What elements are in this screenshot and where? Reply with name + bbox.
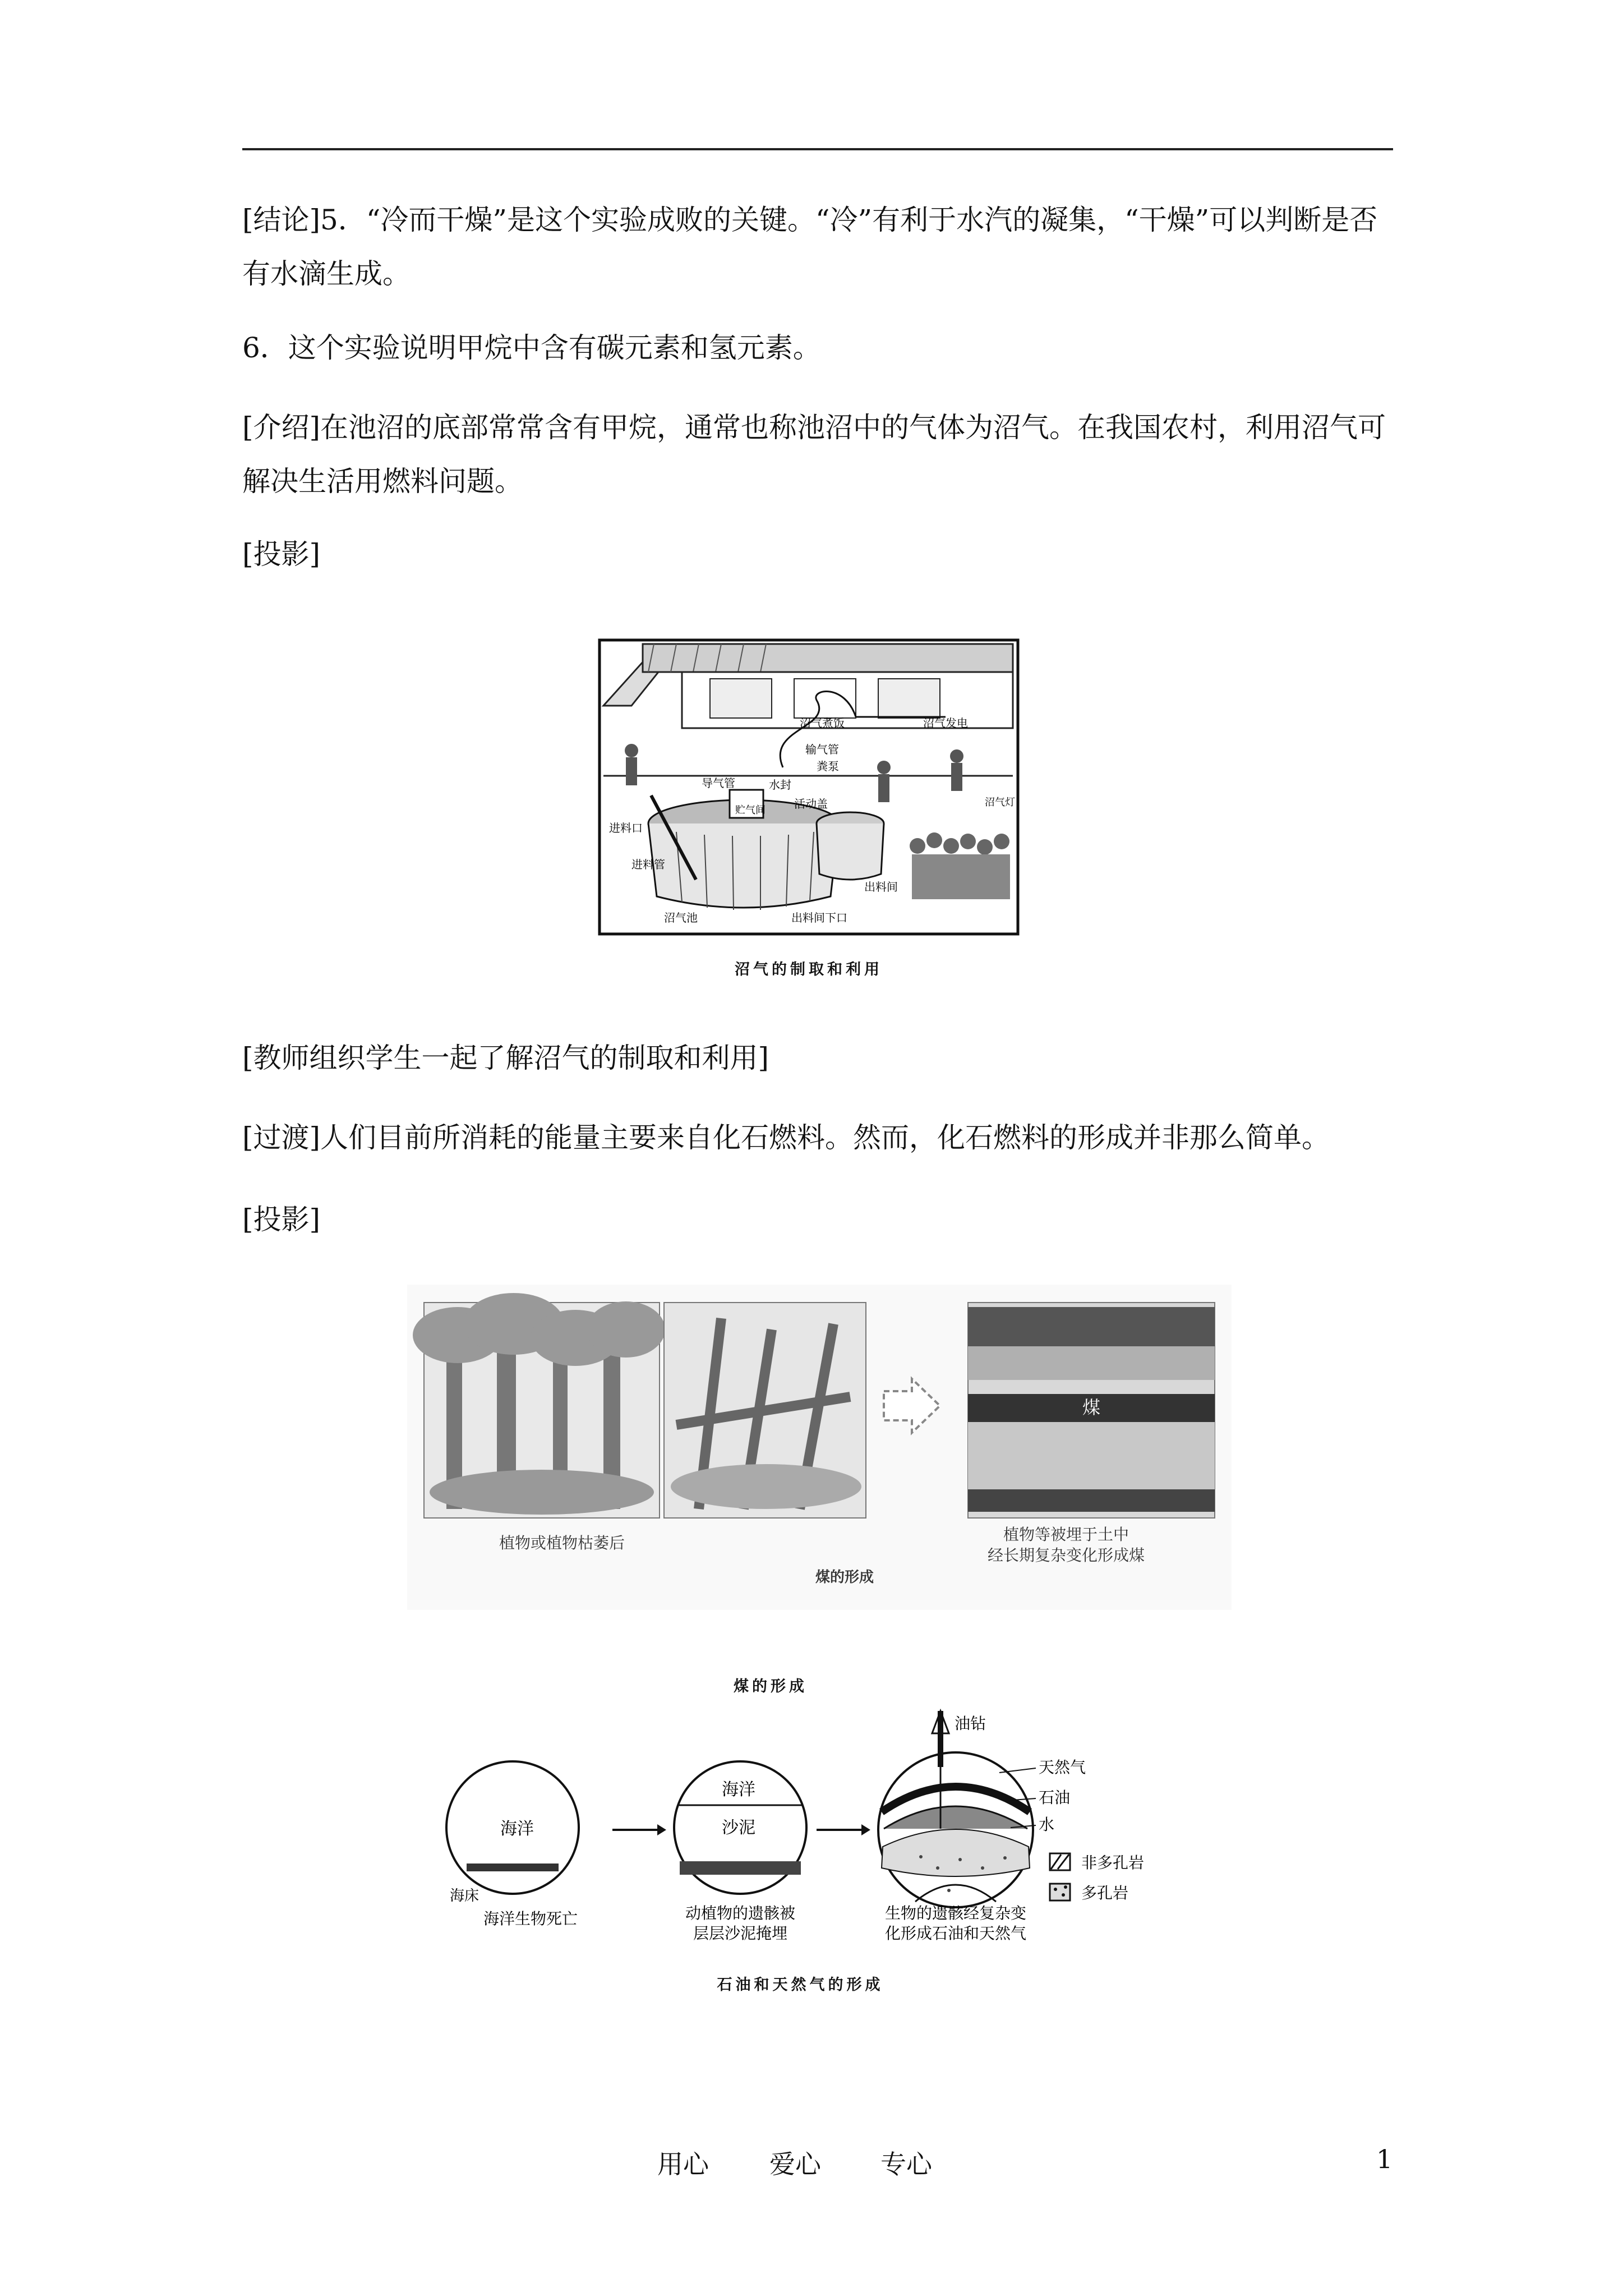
- oil-label: 石油: [1039, 1788, 1071, 1807]
- coal-formation-figure: [407, 1285, 1232, 1610]
- label-pit: 沼气池: [664, 911, 698, 924]
- label-outlet-lower: 出料间下口: [791, 911, 847, 924]
- circle2-sand-label: 沙泥: [722, 1818, 755, 1838]
- paragraph-intro: [介绍]在池沼的底部常常含有甲烷，通常也称池沼中的气体为沼气。在我国农村，利用沼气可解决生活用燃料问题。: [242, 411, 1386, 498]
- paragraph-projection-2: [投影]: [242, 1203, 321, 1236]
- oil-gas-caption: 石油和天然气的形成: [717, 1976, 884, 1994]
- footer-right: 专心: [880, 2149, 932, 2179]
- coal-right-caption-1: 植物等被埋于土中: [1003, 1525, 1129, 1544]
- oil-gas-formation-figure: [444, 1700, 1201, 1963]
- coal-right-caption-2: 经长期复杂变化形成煤: [987, 1546, 1145, 1565]
- footer-left: 用心: [657, 2149, 709, 2179]
- water-label: 水: [1039, 1815, 1055, 1834]
- seabed-label: 海床: [450, 1888, 479, 1904]
- label-storage: 贮气间: [735, 804, 766, 816]
- paragraph-teacher: [教师组织学生一起了解沼气的制取和利用]: [242, 1042, 769, 1074]
- label-pipe: 输气管: [805, 743, 839, 756]
- label-inlet: 进料口: [609, 821, 643, 835]
- legend-nonporous: 非多孔岩: [1081, 1853, 1145, 1872]
- circle2-caption-1: 动植物的遗骸被: [685, 1904, 796, 1922]
- circle1-caption: 海洋生物死亡: [483, 1910, 578, 1928]
- paragraph-transition: [过渡]人们目前所消耗的能量主要来自化石燃料。然而，化石燃料的形成并非那么简单。: [242, 1121, 1330, 1154]
- header-rule: [242, 148, 1393, 150]
- label-cook: 沼气煮饭: [800, 716, 845, 730]
- coal-caption: 煤的形成: [734, 1678, 808, 1695]
- rig-label: 油钻: [955, 1714, 986, 1733]
- legend-porous: 多孔岩: [1081, 1884, 1129, 1902]
- circle3-caption-1: 生物的遗骸经复杂变: [884, 1904, 1027, 1922]
- paragraph-conclusion: [结论]5．“冷而干燥”是这个实验成败的关键。“冷”有利于水汽的凝集，“干燥”可以判断是否有水滴生成。: [242, 204, 1378, 290]
- label-lamp: 沼气灯: [985, 797, 1015, 808]
- coal-layer-label: 煤: [1082, 1397, 1101, 1418]
- label-outlet: 出料间: [864, 880, 898, 894]
- biogas-diagram: [598, 638, 1020, 936]
- gas-label: 天然气: [1039, 1758, 1086, 1777]
- paragraph-projection-1: [投影]: [242, 538, 321, 570]
- circle2-ocean-label: 海洋: [722, 1780, 755, 1800]
- label-water-seal: 水封: [769, 778, 791, 792]
- label-inlet-pipe: 进料管: [631, 858, 665, 871]
- circle1-ocean-label: 海洋: [500, 1819, 534, 1839]
- page-number: 1: [1376, 2144, 1393, 2174]
- paragraph-experiment: 6．这个实验说明甲烷中含有碳元素和氢元素。: [242, 332, 821, 364]
- biogas-caption: 沼气的制取和利用: [735, 961, 883, 978]
- label-lid: 活动盖: [794, 797, 828, 811]
- coal-left-caption: 植物或植物枯萎后: [499, 1534, 625, 1552]
- circle3-caption-2: 化形成石油和天然气: [884, 1924, 1027, 1943]
- coal-inner-title: 煤的形成: [815, 1569, 874, 1586]
- circle2-caption-2: 层层沙泥掩埋: [693, 1924, 788, 1943]
- label-power: 沼气发电: [923, 716, 968, 730]
- label-guide-pipe: 导气管: [702, 776, 735, 790]
- label-pump: 粪泵: [817, 760, 839, 773]
- footer-middle: 爱心: [769, 2149, 821, 2179]
